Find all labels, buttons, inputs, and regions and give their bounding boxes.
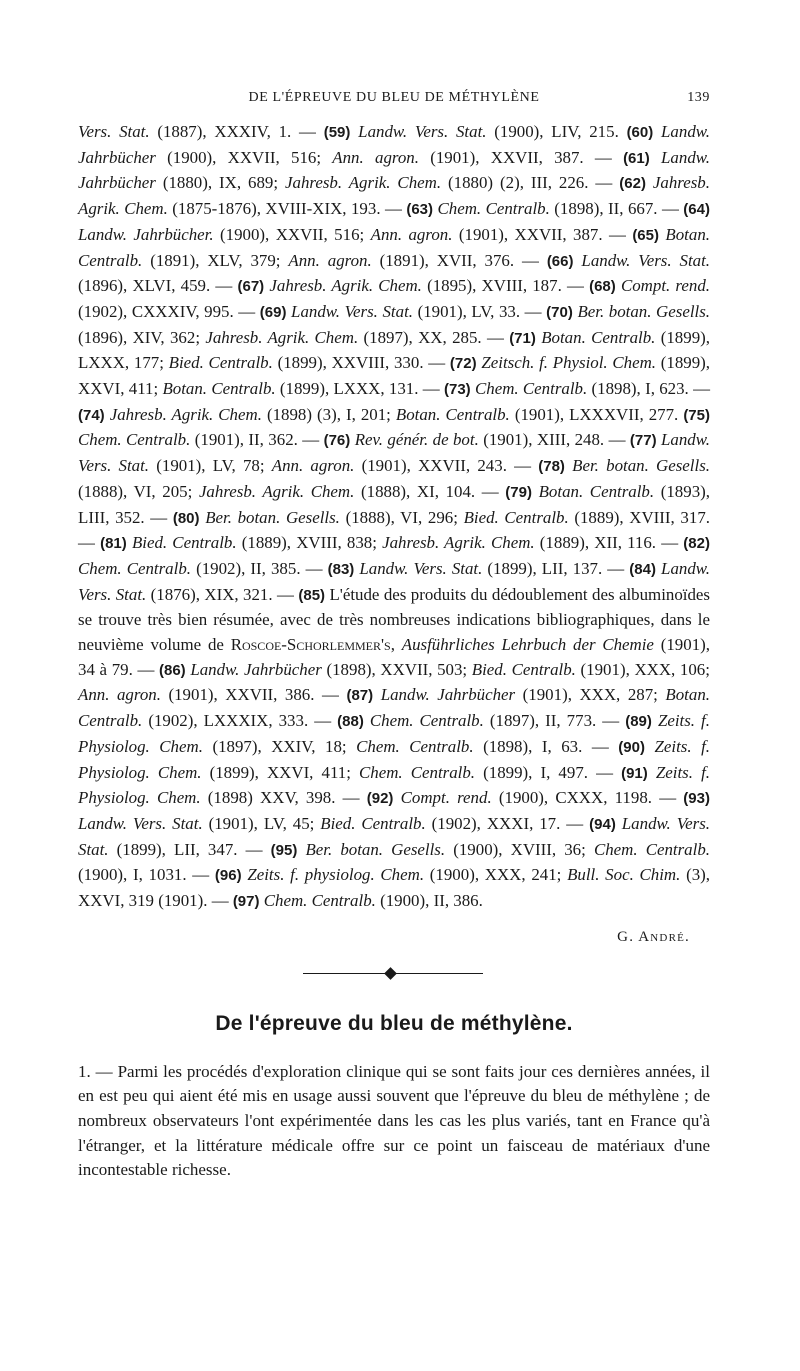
reference-number: (59) [323,124,351,141]
reference-text: (1900), XXX, 241; [424,865,568,885]
reference-text: (3), XXVI, 319 (1901). — [78,865,710,911]
reference-source-title: Chem. Centralb. [474,379,588,399]
reference-source-title: Chem. Centralb. [359,762,476,782]
reference-source-title: Landw. Vers. Stat. [78,813,203,833]
reference-text: (1899), LII, 137. — [482,558,630,578]
reference-number: (77) [629,432,657,450]
reference-source-title: Landw. Vers. Stat. [359,558,483,578]
reference-number: (66) [546,252,574,270]
reference-number: (88) [337,713,364,731]
reference-source-title: Botan. Centralb. [78,224,710,270]
reference-text: (1901), LV, 45; [202,813,321,833]
reference-number: (73) [443,381,471,399]
section-separator [78,956,710,986]
reference-text: (1880), IX, 689; [155,173,286,193]
reference-source-title: Zeits. f. physiolog. Chem. [247,865,425,885]
reference-number: (86) [159,661,186,679]
reference-number: (97) [232,893,260,911]
reference-source-title: Landw. Vers. Stat. [78,558,711,604]
reference-text: (1899), LXXX, 177; [78,327,710,373]
reference-text: (1893), LIII, 352. — [78,481,710,527]
reference-number: (90) [618,738,645,756]
reference-number: (80) [172,509,200,527]
reference-number: (62) [619,175,646,193]
reference-source-title: Bied. Centralb. [463,507,569,527]
reference-text: (1880) (2), III, 226. — [441,173,620,193]
reference-text: (1902), XXXI, 17. — [425,813,590,833]
reference-text: (1899), LII, 347. — [108,839,271,859]
reference-source-title: Landw. Jahrbücher [380,685,516,705]
reference-text: (1876), XIX, 321. — [146,584,299,604]
reference-source-title: Landw. Vers. Stat. [291,301,413,321]
reference-source-title: Landw. Vers. Stat. [358,122,487,141]
reference-text [650,148,661,167]
reference-text: (1891), XLV, 379; [142,250,289,270]
reference-number: (63) [406,201,434,219]
reference-number: (64) [683,201,710,219]
reference-text: (1899), I, 497. — [475,762,622,782]
reference-source-title: Bied. Centralb. [131,533,237,553]
reference-source-title: Bied. Centralb. [168,353,273,373]
reference-source-title: Chem. Centralb. [356,736,474,756]
reference-text: (1897), XX, 285. — [358,327,510,347]
reference-source-title: Botan. Centralb. [395,404,510,424]
reference-text: (1888), XI, 104. — [354,481,506,501]
reference-source-title: Ann. agron. [332,147,419,167]
reference-source-title: Landw. Jahrbücher. [78,224,214,244]
reference-source-title: Landw. Jahrbücher [78,147,710,193]
reference-text [653,122,661,141]
reference-source-title: Chem. Centralb. [593,839,710,859]
reference-text [393,788,400,807]
reference-text: , [390,635,402,655]
body-paragraph: 1. — Parmi les procédés d'exploration clinique qui se sont faits jour ces dernières années, il en est peu qui aient été mis en usage aussi souvent que l'épreuve du bleu de méthylène ; de nombreux observateurs l'ont expérimentée dans les cas les plus variés, tant en France qu'à l'étranger, et la littérature médicale offre sur ce point un faisceau de matériaux d'une incontestable richesse. [78,1061,710,1180]
reference-source-title: Jahresb. Agrik. Chem. [78,173,710,219]
reference-number: (81) [100,535,127,553]
reference-source-title: Compt. rend. [400,788,492,808]
reference-source-title: Chem. Centralb. [437,199,550,219]
reference-text: (1901), XXX, 287; [515,685,666,705]
reference-text: (1898) (3), I, 201; [261,404,396,424]
reference-text: (1901), XXVII, 243. — [354,456,539,476]
reference-number: (67) [237,278,265,296]
reference-number: (72) [449,355,477,373]
reference-text: (1900), XXVII, 516; [213,224,371,244]
reference-text: (1898), XXVII, 503; [321,659,472,679]
reference-source-title: Chem. Centralb. [78,558,191,578]
reference-number: (92) [366,790,394,808]
reference-text: (1900), XVIII, 36; [445,839,594,859]
reference-source-title: Jahresb. Agrik. Chem. [205,327,359,347]
reference-number: (87) [346,687,374,705]
reference-number: (89) [625,713,652,731]
running-head-title: DE L'ÉPREUVE DU BLEU DE MÉTHYLÈNE [248,90,540,105]
reference-text: (1896), XIV, 362; [78,327,206,347]
bibliography-references [78,120,710,915]
reference-number: (82) [683,535,710,553]
reference-number: (70) [546,303,573,321]
reference-text: (1901), LV, 78; [149,456,272,476]
reference-text: (1889), XVIII, 838; [236,533,383,553]
reference-text: (1887), XXXIV, 1. — [149,122,324,141]
reference-number: (79) [505,483,532,501]
reference-number: (60) [626,124,654,141]
page-number: 139 [687,90,710,105]
reference-number: (61) [623,149,650,167]
reference-text: (1889), XII, 116. — [534,533,684,553]
reference-number: (83) [327,560,355,578]
reference-text [648,763,656,782]
separator-diamond-ornament [384,967,397,980]
reference-source-title: Ann. agron. [288,250,372,270]
reference-source-title: Landw. Vers. Stat. [78,430,710,476]
reference-source-title: Chem. Centralb. [369,711,484,731]
reference-number: (78) [538,458,565,476]
reference-text [646,173,653,192]
reference-text: (1900), CXXX, 1198. — [491,788,684,808]
reference-number: (94) [589,815,616,833]
reference-source-title: Vers. Stat. [78,122,150,141]
reference-text: (1901), XXVII, 386. — [160,685,347,705]
reference-source-title: Ann. agron. [370,224,453,244]
reference-source-title: Ann. agron. [78,685,161,705]
reference-text: (1901), II, 362. — [190,430,324,450]
reference-number: (71) [509,329,536,347]
reference-number: (84) [629,560,656,578]
reference-number: (68) [589,278,616,296]
reference-text [373,685,381,704]
page [78,90,710,1183]
reference-source-title: Ber. botan. Gesells. [572,456,710,476]
reference-source-title: Jahresb. Agrik. Chem. [198,481,355,501]
reference-text: (1891), XVII, 376. — [371,250,547,270]
reference-text: (1897), XXIV, 18; [202,736,357,756]
reference-text: (1902), LXXXIX, 333. — [142,711,338,731]
reference-text: (1901), LV, 33. — [412,301,547,321]
reference-source-title: Ber. botan. Gesells. [305,839,446,859]
reference-text: (1901), XXVII, 387. — [418,147,624,167]
reference-source-title: Zeits. f. Physiolog. Chem. [78,736,710,782]
reference-text: (1899), XXVI, 411; [78,353,711,399]
reference-text: (1900), LIV, 215. [486,122,627,141]
reference-source-title: Chem. Centralb. [263,891,376,911]
reference-source-title: Botan. Centralb. [541,327,656,347]
reference-text: (1895), XVIII, 187. — [421,276,590,296]
reference-number: (74) [78,406,105,424]
reference-source-title: Ausführliches Lehrbuch der Chemie [401,635,654,655]
reference-text: (1900), II, 386. [375,891,483,911]
reference-text: (1899), XXVI, 411; [201,762,360,782]
reference-source-title: Bied. Centralb. [320,813,426,833]
reference-text: (1902), II, 385. — [191,558,328,578]
reference-text: (1899), XXVIII, 330. — [272,353,450,373]
reference-source-title: Landw. Jahrbücher [190,659,322,679]
reference-text: (1901), XXX, 106; [575,659,710,679]
reference-text: (1875-1876), XVIII-XIX, 193. — [167,199,407,219]
reference-text: (1901), XIII, 248. — [478,430,630,450]
reference-text: (1901), XXVII, 387. — [452,224,633,244]
reference-number: (96) [214,867,242,885]
reference-number: (95) [270,841,298,859]
reference-source-title: Botan. Centralb. [162,379,276,399]
reference-text [350,122,358,141]
reference-text [532,482,539,501]
reference-text: (1898), I, 63. — [473,736,619,756]
reference-source-title: Botan. Centralb. [78,685,710,731]
reference-number: (85) [298,586,326,604]
reference-text: (1901), LXXXVII, 277. [509,404,684,424]
reference-source-title: Zeits. f. Physiolog. Chem. [78,711,710,756]
reference-text: (1898) XXV, 398. — [200,788,367,808]
reference-text: (1901), 34 à 79. — [78,635,710,679]
reference-text: (1898), II, 667. — [549,199,684,219]
reference-source-title: Bied. Centralb. [471,659,576,679]
reference-text: (1902), CXXXIV, 995. — [78,301,260,321]
reference-source-title: Rev. génér. de bot. [354,430,479,450]
reference-text: (1898), I, 623. — [587,379,710,399]
running-head [78,90,710,106]
author-signature: G. André. [617,928,690,945]
reference-source-title: Bull. Soc. Chim. [567,865,681,885]
reference-text: (1900), XXVII, 516; [155,147,333,167]
reference-text: (1896), XLVI, 459. — [78,276,238,296]
reference-source-title: Ann. agron. [271,456,355,476]
reference-source-title: Jahresb. Agrik. Chem. [285,173,442,193]
reference-text: (1888), VI, 296; [339,507,464,527]
reference-number: (69) [259,303,287,321]
reference-text: (1889), XVIII, 317. — [78,507,710,553]
reference-number: (65) [632,226,659,244]
reference-source-title: Botan. Centralb. [538,481,655,501]
reference-number: (76) [323,432,351,450]
reference-source-title: Jahresb. Agrik. Chem. [269,276,422,296]
reference-source-title: Landw. Jahrbücher [78,122,710,167]
reference-source-title: Jahresb. Agrik. Chem. [382,533,535,553]
reference-text: (1899), LXXX, 131. — [275,379,444,399]
reference-source-title: Ber. botan. Gesells. [205,507,340,527]
reference-source-title: Compt. rend. [620,276,710,296]
section-heading: De l'épreuve du bleu de méthylène. [215,1011,573,1035]
reference-source-title: Jahresb. Agrik. Chem. [109,404,262,424]
reference-text: (1888), VI, 205; [78,481,199,501]
reference-source-title: Zeits. f. Physiolog. Chem. [78,762,710,808]
reference-source-title: Landw. Vers. Stat. [78,813,711,859]
reference-author-name: Roscoe-Schorlemmer's [230,635,391,655]
reference-source-title: Ber. botan. Gesells. [577,301,710,321]
reference-number: (93) [683,790,710,808]
reference-text: (1900), I, 1031. — [78,865,215,885]
reference-text: L'étude des produits du dédoublement des albuminoïdes se trouve très bien résumée, avec de très nombreuses indications bibliographiques, dans le neuvième volume de [78,584,710,655]
reference-source-title: Chem. Centralb. [78,430,191,450]
reference-source-title: Landw. Vers. Stat. [581,250,711,270]
reference-source-title: Zeitsch. f. Physiol. Chem. [481,353,657,373]
reference-text: (1897), II, 773. — [483,711,626,731]
reference-number: (91) [621,764,648,782]
reference-number: (75) [683,406,710,424]
